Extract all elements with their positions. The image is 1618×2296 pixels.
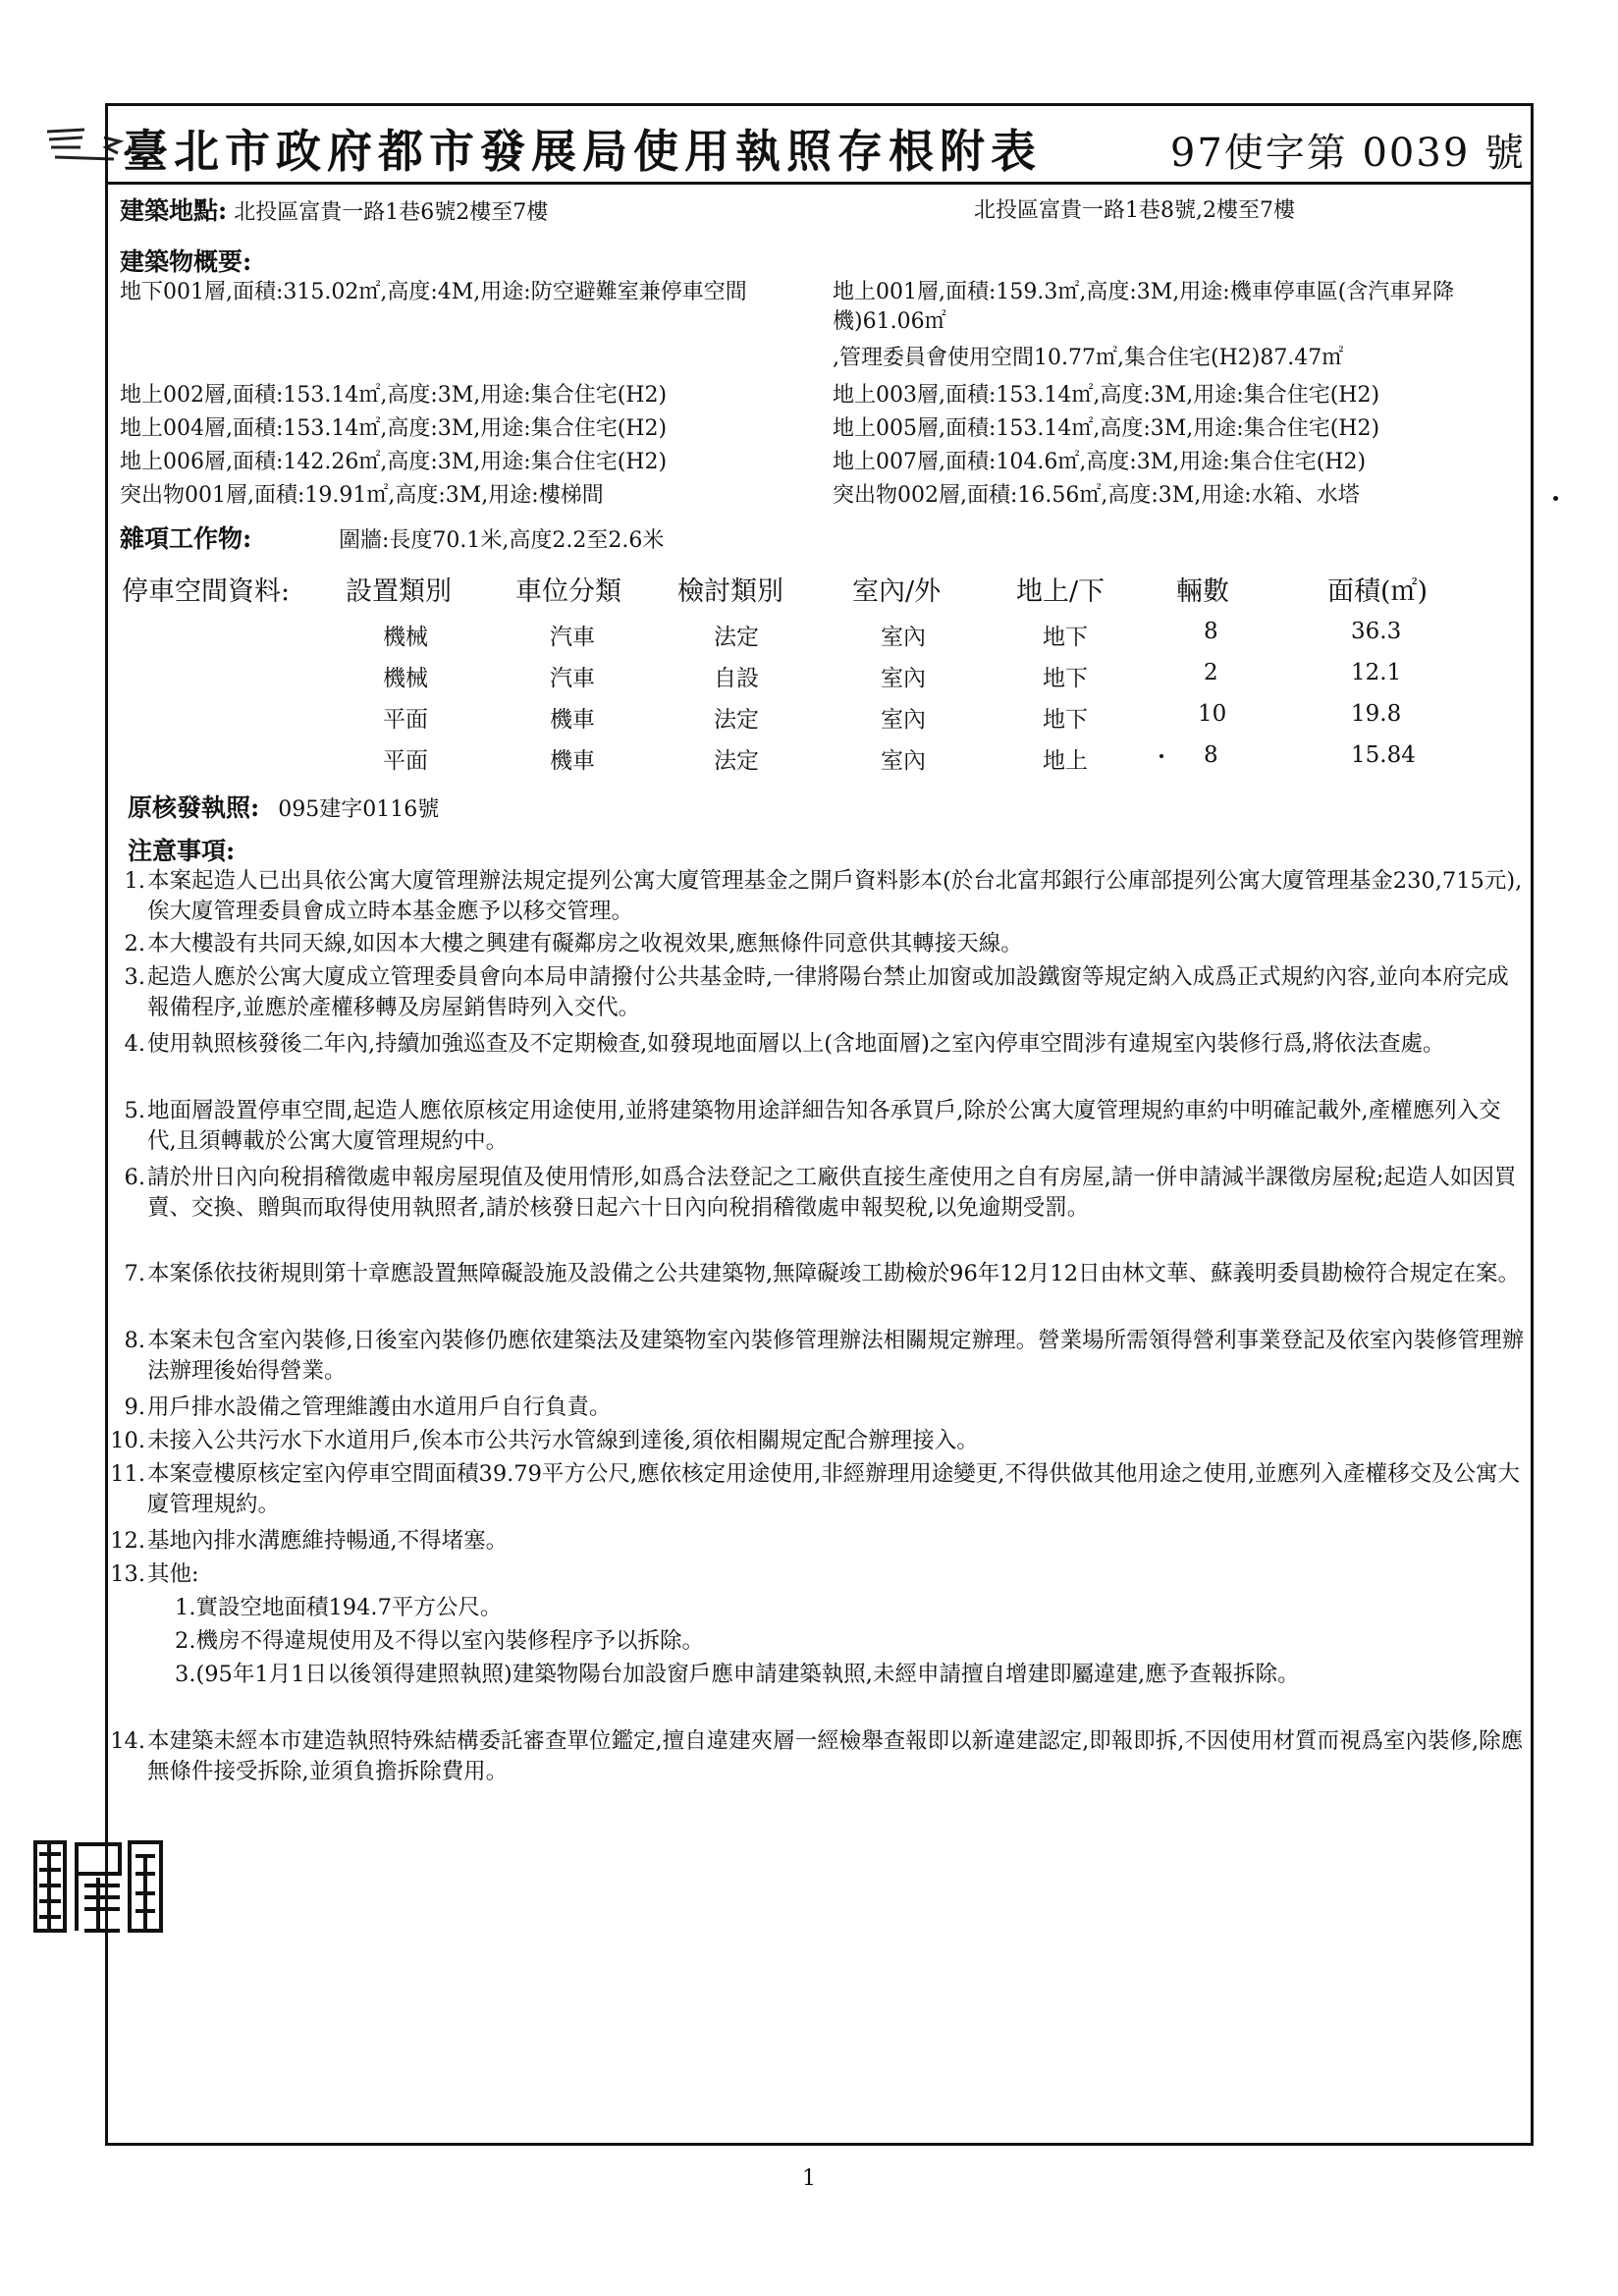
table-cell: 平面	[383, 707, 428, 733]
parking-header-5: 輛數	[1176, 576, 1229, 607]
misc-works-label: 雜項工作物:	[120, 524, 252, 553]
parking-header-2: 檢討類別	[677, 576, 783, 607]
table-cell: 平面	[383, 748, 428, 774]
overview-right-4: 地上007層,面積:104.6㎡,高度:3M,用途:集合住宅(H2)	[833, 450, 1367, 474]
note-item: 6. 請於卅日內向稅捐稽徵處申報房屋現值及使用情形,如爲合法登記之工廠供直接生產使用之自有房屋,請一併申請減半課徵房屋稅;起造人如因買賣、交換、贈與而取得使用執照者,請於核發日起六十日內向稅捐稽徵處申報契稅,以免逾期受罰。	[124, 1165, 1517, 1221]
overview-right-5: 突出物002層,面積:16.56㎡,高度:3M,用途:水箱、水塔	[833, 483, 1360, 508]
location-value-right: 北投區富貴一路1巷8號,2樓至7樓	[974, 198, 1295, 223]
page-number: 1	[802, 2166, 816, 2191]
table-cell: 地下	[1043, 707, 1088, 733]
permit-number: 97使字第 0039 號	[1169, 131, 1526, 176]
table-cell: 19.8	[1351, 701, 1402, 727]
note-item: 12. 基地內排水溝應維持暢通,不得堵塞。	[110, 1528, 509, 1554]
note-item: 2. 本大樓設有共同天線,如因本大樓之興建有礙鄰房之收視效果,應無條件同意供其轉接天線。	[124, 931, 1023, 957]
parking-header-0: 設置類別	[346, 576, 452, 607]
overview-left-2: 地上004層,面積:153.14㎡,高度:3M,用途:集合住宅(H2)	[120, 416, 668, 441]
overview-right-2: 地上003層,面積:153.14㎡,高度:3M,用途:集合住宅(H2)	[833, 383, 1380, 408]
table-cell: 自設	[714, 666, 759, 691]
original-permit-label: 原核發執照:	[128, 793, 260, 822]
note-sub-item: 2.機房不得違規使用及不得以室內裝修程序予以拆除。	[175, 1628, 704, 1654]
original-permit-value: 095建字0116號	[278, 797, 440, 822]
overview-label: 建築物概要:	[120, 247, 252, 276]
overview-right-3: 地上005層,面積:153.14㎡,高度:3M,用途:集合住宅(H2)	[833, 416, 1380, 441]
table-cell: 地上	[1043, 748, 1088, 774]
location-value-left: 北投區富貴一路1巷6號2樓至7樓	[234, 200, 549, 225]
table-cell: 機械	[383, 666, 428, 691]
location-label: 建築地點:	[120, 196, 228, 225]
note-item: 14. 本建築未經本市建造執照特殊結構委託審查單位鑑定,擅自違建夾層一經檢舉查報即以新違建認定,即報即拆,不因使用材質而視爲室內裝修,除應無條件接受拆除,並須負擔拆除費用。	[110, 1728, 1524, 1784]
note-item: 1. 本案起造人已出具依公寓大廈管理辦法規定提列公寓大廈管理基金之開戶資料影本(於台北富邦銀行公庫部提列公寓大廈管理基金230,715元),俟大廈管理委員會成立時本基金應予以移交管理。	[124, 868, 1523, 924]
parking-header-3: 室內/外	[852, 576, 942, 607]
note-item: 3. 起造人應於公寓大廈成立管理委員會向本局申請撥付公共基金時,一律將陽台禁止加窗或加設鐵窗等規定納入成爲正式規約內容,並向本府完成報備程序,並應於產權移轉及房屋銷售時列入交代。	[124, 964, 1509, 1020]
table-cell: 2	[1204, 660, 1218, 685]
parking-header-6: 面積(㎡)	[1327, 576, 1429, 607]
table-cell: 地下	[1043, 666, 1088, 691]
seal-stamp	[29, 1834, 167, 1942]
parking-header-1: 車位分類	[515, 576, 621, 607]
table-cell: 地下	[1043, 625, 1088, 650]
overview-left-1: 地上002層,面積:153.14㎡,高度:3M,用途:集合住宅(H2)	[120, 383, 668, 408]
table-cell: 8	[1204, 742, 1218, 768]
title-bar	[105, 103, 1534, 185]
note-item: 13. 其他:	[110, 1561, 199, 1587]
document-title: 臺北市政府都市發展局使用執照存根附表	[123, 125, 1042, 178]
misc-works-value: 圍牆:長度70.1米,高度2.2至2.6米	[339, 528, 665, 553]
table-cell: 8	[1204, 619, 1218, 644]
note-item: 8. 本案未包含室內裝修,日後室內裝修仍應依建築法及建築物室內裝修管理辦法相關規定辦理。營業場所需領得營利事業登記及依室內裝修管理辦法辦理後始得營業。	[124, 1328, 1525, 1384]
note-item: 11. 本案壹樓原核定室內停車空間面積39.79平方公尺,應依核定用途使用,非經辦理用途變更,不得供做其他用途之使用,並應列入產權移交及公寓大廈管理規約。	[110, 1461, 1521, 1517]
parking-header-4: 地上/下	[1016, 576, 1106, 607]
overview-right-0: 地上001層,面積:159.3㎡,高度:3M,用途:機車停車區(含汽車昇降機)61.06㎡	[833, 280, 1455, 334]
note-item: 7. 本案係依技術規則第十章應設置無障礙設施及設備之公共建築物,無障礙竣工勘檢於96年12月12日由林文華、蘇義明委員勘檢符合規定在案。	[124, 1261, 1521, 1286]
table-cell: 36.3	[1351, 619, 1402, 644]
table-cell: 10	[1198, 701, 1227, 727]
table-cell: 法定	[714, 748, 759, 774]
table-cell: 機械	[383, 625, 428, 650]
parking-label: 停車空間資料:	[122, 576, 291, 607]
note-item: 5. 地面層設置停車空間,起造人應依原核定用途使用,並將建築物用途詳細告知各承買戶,除於公寓大廈管理規約車約中明確記載外,產權應列入交代,且須轉載於公寓大廈管理規約中。	[124, 1098, 1501, 1154]
stray-dot-right	[1553, 496, 1558, 501]
note-item: 9. 用戶排水設備之管理維護由水道用戶自行負責。	[124, 1394, 612, 1420]
note-item: 4. 使用執照核發後二年內,持續加強巡查及不定期檢查,如發現地面層以上(含地面層)之室內停車空間涉有違規室內裝修行爲,將依法查處。	[124, 1031, 1445, 1057]
table-cell: 室內	[881, 707, 926, 733]
table-cell: 汽車	[550, 625, 595, 650]
overview-left-0: 地下001層,面積:315.02㎡,高度:4M,用途:防空避難室兼停車空間	[120, 280, 747, 304]
table-cell: 室內	[881, 625, 926, 650]
table-cell: 法定	[714, 625, 759, 650]
note-sub-item: 1.實設空地面積194.7平方公尺。	[175, 1595, 503, 1620]
table-cell: 12.1	[1351, 660, 1402, 685]
table-cell: 室內	[881, 748, 926, 774]
overview-right-1: ,管理委員會使用空間10.77㎡,集合住宅(H2)87.47㎡	[833, 346, 1344, 370]
location-row	[120, 196, 548, 228]
table-cell: 汽車	[550, 666, 595, 691]
table-cell: 機車	[550, 707, 595, 733]
note-sub-item: 3.(95年1月1日以後領得建照執照)建築物陽台加設窗戶應申請建築執照,未經申請擅自增建即屬違建,應予查報拆除。	[175, 1662, 1300, 1687]
table-cell: 室內	[881, 666, 926, 691]
table-cell: 機車	[550, 748, 595, 774]
overview-left-4: 突出物001層,面積:19.91㎡,高度:3M,用途:樓梯間	[120, 483, 604, 508]
notes-label: 注意事項:	[128, 837, 236, 865]
original-permit-row	[128, 793, 439, 825]
table-cell: 法定	[714, 707, 759, 733]
note-item: 10. 未接入公共污水下水道用戶,俟本市公共污水管線到達後,須依相關規定配合辦理接入。	[110, 1428, 979, 1453]
table-cell: 15.84	[1351, 742, 1416, 768]
overview-left-3: 地上006層,面積:142.26㎡,高度:3M,用途:集合住宅(H2)	[120, 450, 668, 474]
